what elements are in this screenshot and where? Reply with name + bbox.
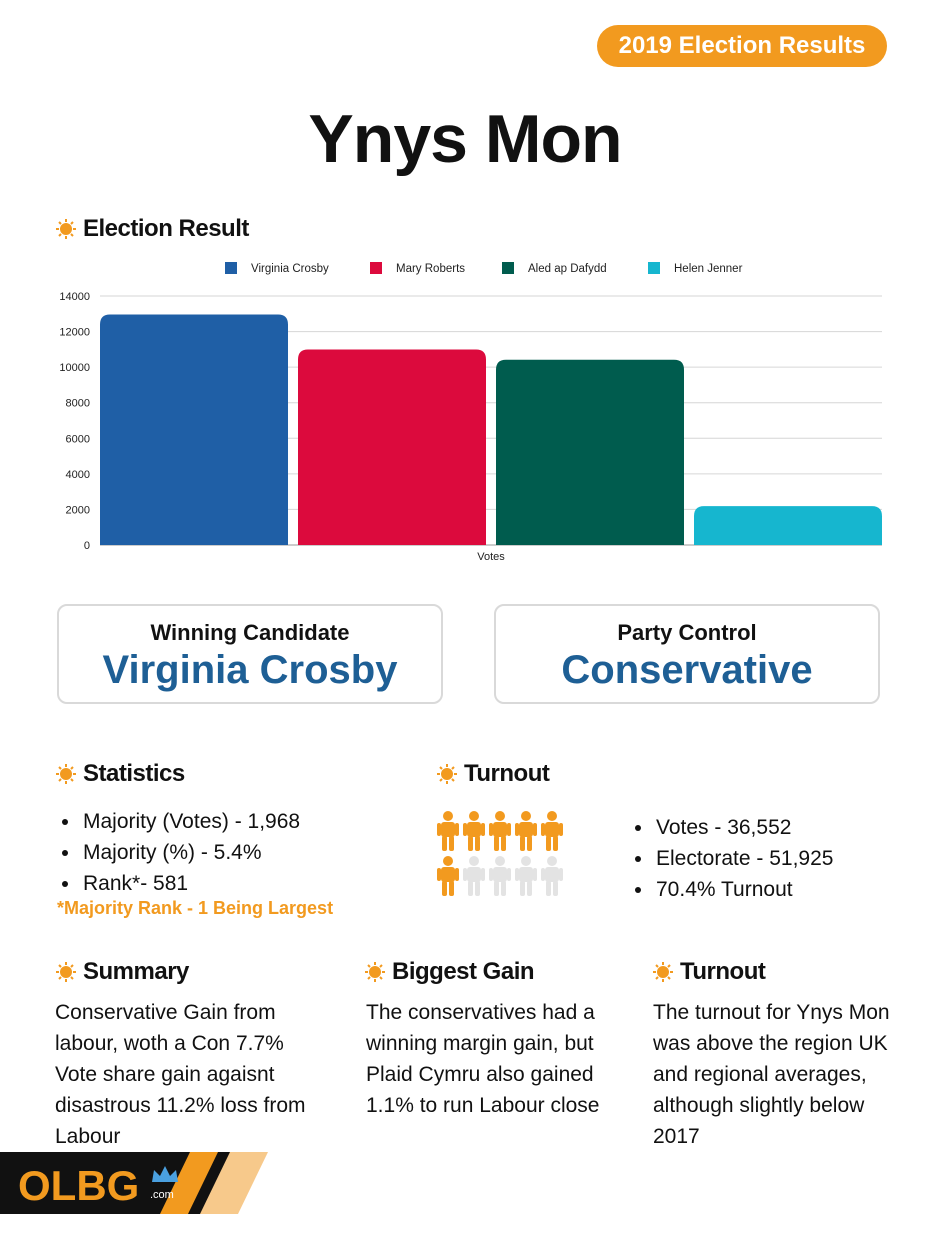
person-icon xyxy=(541,811,563,851)
turnout-heading xyxy=(436,760,549,788)
person-icon xyxy=(463,811,485,851)
biggest-gain-text: The conservatives had a winning margin gain, but Plaid Cymru also gained 1.1% to run Labour close xyxy=(366,1001,600,1117)
turnout-summary-text: The turnout for Ynys Mon was above the region UK and regional averages, although slightly below 2017 xyxy=(653,1001,890,1148)
biggest-gain-label: Biggest Gain xyxy=(392,958,535,985)
person-icon xyxy=(515,856,537,896)
y-tick-label: 12000 xyxy=(59,326,90,339)
bar xyxy=(298,350,486,545)
legend-label: Helen Jenner xyxy=(674,263,743,275)
person-icon xyxy=(515,811,537,851)
sun-bullet-icon xyxy=(652,961,674,983)
sun-bullet-icon xyxy=(55,763,77,785)
summary-heading xyxy=(55,958,189,986)
turnout-list xyxy=(628,812,833,905)
y-tick-label: 10000 xyxy=(59,362,90,375)
turnout-percent: • 70.4% Turnout xyxy=(654,874,833,905)
turnout-summary-heading xyxy=(652,958,765,986)
sun-bullet-icon xyxy=(55,961,77,983)
person-icon xyxy=(489,856,511,896)
bar xyxy=(496,360,684,545)
winning-candidate-label: Winning Candidate xyxy=(150,620,350,645)
turnout-electorate: • Electorate - 51,925 xyxy=(654,843,833,874)
page-title: Ynys Mon xyxy=(308,101,622,177)
biggest-gain-heading xyxy=(364,958,534,986)
legend-label: Mary Roberts xyxy=(396,263,466,275)
statistics-label: Statistics xyxy=(83,760,185,787)
bar xyxy=(100,315,288,545)
party-control-label: Party Control xyxy=(617,620,757,645)
statistics-list xyxy=(55,806,300,899)
person-icon xyxy=(489,811,511,851)
x-axis-label: Votes xyxy=(477,551,505,563)
winning-candidate-value: Virginia Crosby xyxy=(102,648,398,692)
sun-bullet-icon xyxy=(436,763,458,785)
stat-majority-percent: • Majority (%) - 5.4% xyxy=(81,837,300,868)
olbg-logo-suffix: .com xyxy=(150,1189,174,1201)
olbg-logo xyxy=(0,1152,280,1214)
legend-label: Aled ap Dafydd xyxy=(528,263,607,275)
y-tick-label: 4000 xyxy=(65,468,90,481)
stat-rank: • Rank*- 581 xyxy=(81,868,300,899)
y-tick-label: 0 xyxy=(83,540,90,552)
legend-swatch xyxy=(502,262,514,274)
summary-label: Summary xyxy=(83,958,189,985)
sun-bullet-icon xyxy=(55,218,77,240)
party-control-value: Conservative xyxy=(561,648,813,692)
turnout-label: Turnout xyxy=(464,760,550,787)
summary-text: Conservative Gain from labour, woth a Con 7.7% Vote share gain agaisnt disastrous 11.2% loss from Labour xyxy=(55,1001,306,1148)
person-icon xyxy=(437,856,459,896)
winning-candidate-card xyxy=(57,604,443,704)
olbg-logo-text: OLBG xyxy=(18,1162,140,1209)
turnout-people-icon xyxy=(434,810,574,905)
y-tick-label: 14000 xyxy=(59,291,90,303)
election-result-heading xyxy=(55,215,249,243)
statistics-heading xyxy=(55,760,185,788)
legend-swatch xyxy=(225,262,237,274)
majority-rank-note: *Majority Rank - 1 Being Largest xyxy=(57,898,334,918)
election-result-label: Election Result xyxy=(83,215,249,242)
person-icon xyxy=(541,856,563,896)
turnout-votes: • Votes - 36,552 xyxy=(654,812,833,843)
year-badge: 2019 Election Results xyxy=(597,25,887,67)
person-icon xyxy=(463,856,485,896)
bar xyxy=(694,506,882,545)
legend-swatch xyxy=(370,262,382,274)
y-tick-label: 6000 xyxy=(65,433,90,446)
y-tick-label: 2000 xyxy=(65,504,90,517)
y-tick-label: 8000 xyxy=(65,397,90,410)
legend-swatch xyxy=(648,262,660,274)
person-icon xyxy=(437,811,459,851)
party-control-card xyxy=(494,604,880,704)
legend-label: Virginia Crosby xyxy=(251,263,329,275)
stat-majority-votes: • Majority (Votes) - 1,968 xyxy=(81,806,300,837)
election-bar-chart xyxy=(40,250,900,570)
turnout-summary-label: Turnout xyxy=(680,958,766,985)
sun-bullet-icon xyxy=(364,961,386,983)
